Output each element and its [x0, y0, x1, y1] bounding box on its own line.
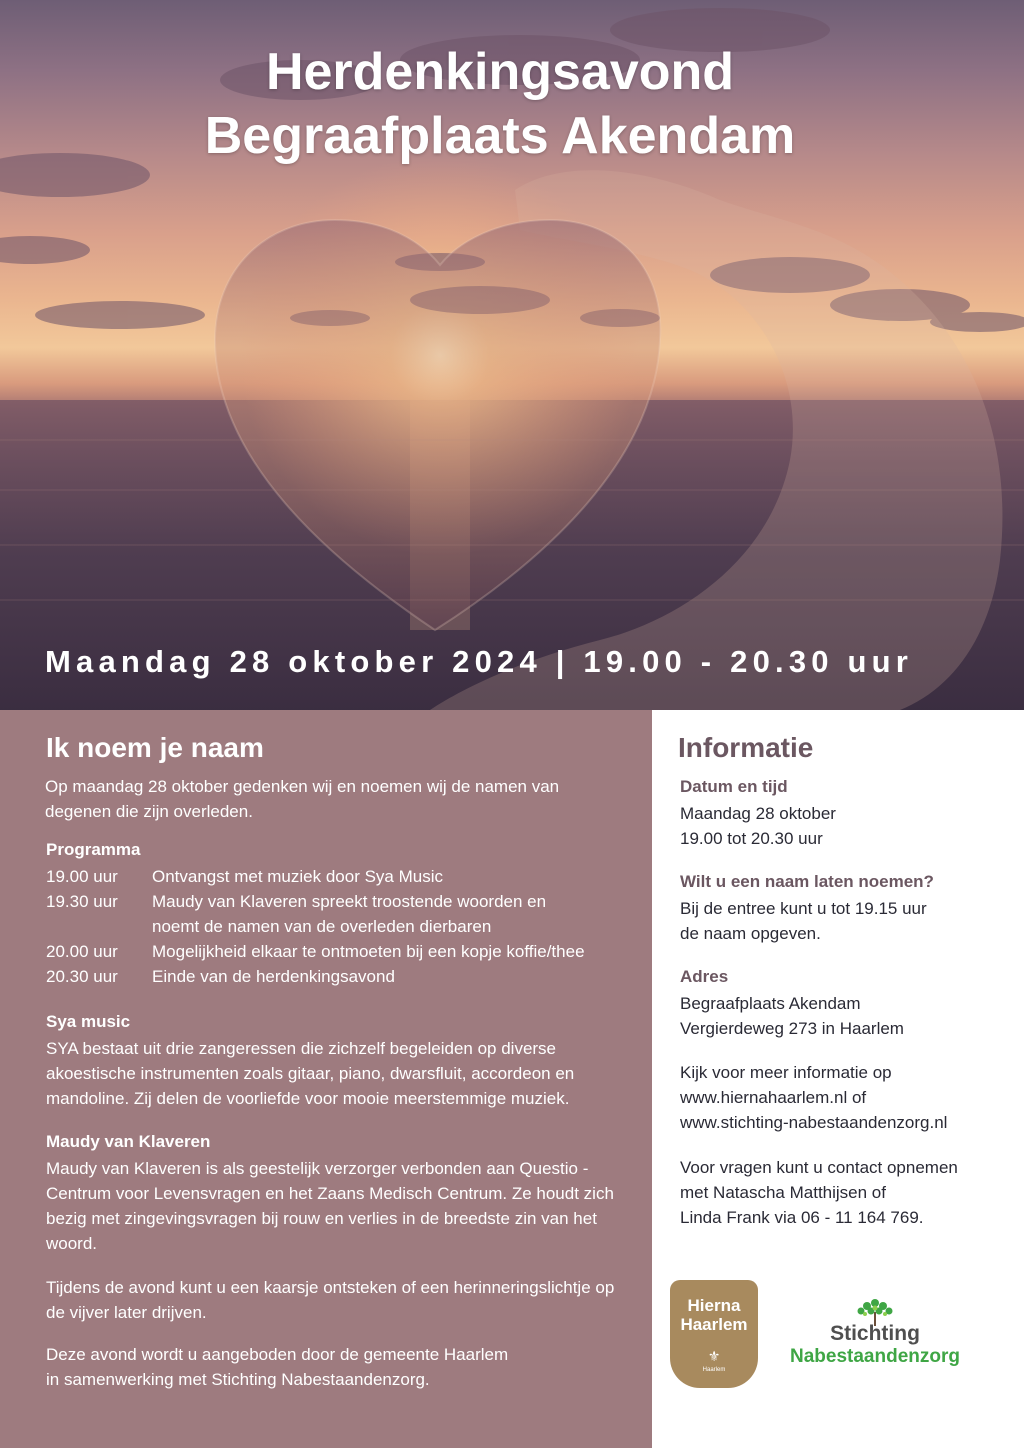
page-title — [0, 40, 1000, 168]
naam-noemen-title: Wilt u een naam laten noemen? — [680, 872, 934, 891]
meer-info-text — [680, 1060, 1010, 1135]
naam-line: Bij de entree kunt u tot 19.15 uur — [680, 899, 927, 918]
hierna-haarlem-logo — [670, 1280, 758, 1388]
programma-item — [46, 939, 636, 964]
maudy-title: Maudy van Klaveren — [46, 1132, 211, 1151]
programma-time: 20.00 uur — [46, 942, 118, 961]
vragen-line: Linda Frank via 06 - 11 164 769. — [680, 1208, 924, 1227]
adres-title: Adres — [680, 967, 729, 986]
programma-desc: Maudy van Klaveren spreekt troostende woorden en noemt de namen van de overleden dierbaren — [152, 892, 547, 936]
website-link-hiernahaarlem[interactable]: www.hiernahaarlem.nl of — [680, 1088, 867, 1107]
aangeboden-line-1: Deze avond wordt u aangeboden door de gemeente Haarlem — [46, 1345, 509, 1364]
website-link-nabestaandenzorg[interactable]: www.stichting-nabestaandenzorg.nl — [680, 1113, 948, 1132]
crest-icon: ⚜ — [707, 1348, 721, 1364]
tijd-line: 19.00 tot 20.30 uur — [680, 829, 823, 848]
sya-music-title: Sya music — [46, 1012, 131, 1031]
naam-line: de naam opgeven. — [680, 924, 821, 943]
title-line-1: Herdenkingsavond — [265, 43, 735, 101]
sya-music-text: SYA bestaat uit drie zangeressen die zichzelf begeleiden op diverse akoestische instrumenten zoals gitaar, piano, dwarsfluit, accordeon en mandoline. Zij delen de voorliefde voor mooie meerstemmige muziek. — [46, 1039, 575, 1108]
logo-text: Hierna — [687, 1296, 741, 1315]
programma-title: Programma — [46, 840, 141, 859]
intro-text: Op maandag 28 oktober gedenken wij en noemen wij de namen van degenen die zijn overleden. — [45, 777, 560, 821]
logo-small-text: Haarlem — [702, 1367, 726, 1373]
adres-text — [680, 991, 1010, 1041]
programma-item — [46, 889, 636, 939]
programma-time: 20.30 uur — [46, 967, 118, 986]
section-heading-informatie: Informatie — [678, 732, 814, 763]
logo-text-stichting: Stichting — [830, 1322, 920, 1345]
meer-info-line: Kijk voor meer informatie op — [680, 1063, 892, 1082]
event-date-line: Maandag 28 oktober 2024 | 19.00 - 20.30 uur — [45, 644, 914, 679]
programma-desc: Einde van de herdenkingsavond — [152, 967, 395, 986]
adres-line: Begraafplaats Akendam — [680, 994, 861, 1013]
programma-desc: Ontvangst met muziek door Sya Music — [152, 867, 444, 886]
programma-desc: Mogelijkheid elkaar te ontmoeten bij een kopje koffie/thee — [152, 942, 585, 961]
section-heading-ik-noem-je-naam: Ik noem je naam — [46, 732, 264, 763]
programma-time: 19.00 uur — [46, 867, 118, 886]
kaarsje-text: Tijdens de avond kunt u een kaarsje ontsteken of een herinneringslichtje op de vijver later drijven. — [46, 1278, 615, 1322]
naam-noemen-text — [680, 896, 1010, 946]
programma-item — [46, 864, 636, 889]
left-panel — [0, 710, 652, 1448]
adres-line: Vergierdeweg 273 in Haarlem — [680, 1019, 904, 1038]
title-line-2: Begraafplaats Akendam — [204, 107, 796, 165]
aangeboden-line-2: in samenwerking met Stichting Nabestaandenzorg. — [46, 1370, 430, 1389]
datum-line: Maandag 28 oktober — [680, 804, 836, 823]
aangeboden-text — [46, 1342, 631, 1392]
vragen-text — [680, 1155, 1010, 1230]
datum-title: Datum en tijd — [680, 777, 788, 796]
programma-item — [46, 964, 636, 989]
programma-time: 19.30 uur — [46, 892, 118, 911]
hero-image — [0, 0, 1024, 710]
logo-text-nabestaandenzorg: Nabestaandenzorg — [790, 1346, 960, 1367]
datum-text — [680, 801, 1010, 851]
programma-list — [46, 864, 636, 989]
logo-text: Haarlem — [680, 1315, 748, 1334]
vragen-line: Voor vragen kunt u contact opnemen — [680, 1158, 958, 1177]
maudy-text: Maudy van Klaveren is als geestelijk verzorger verbonden aan Questio - Centrum voor Levensvragen en het Zaans Medisch Centrum. Ze houdt zich bezig met zingevingsvragen bij rouw en verlies in de breedste zin van het woord. — [46, 1159, 614, 1253]
vragen-line: met Natascha Matthijsen of — [680, 1183, 886, 1202]
stichting-nabestaandenzorg-logo — [770, 1298, 980, 1368]
